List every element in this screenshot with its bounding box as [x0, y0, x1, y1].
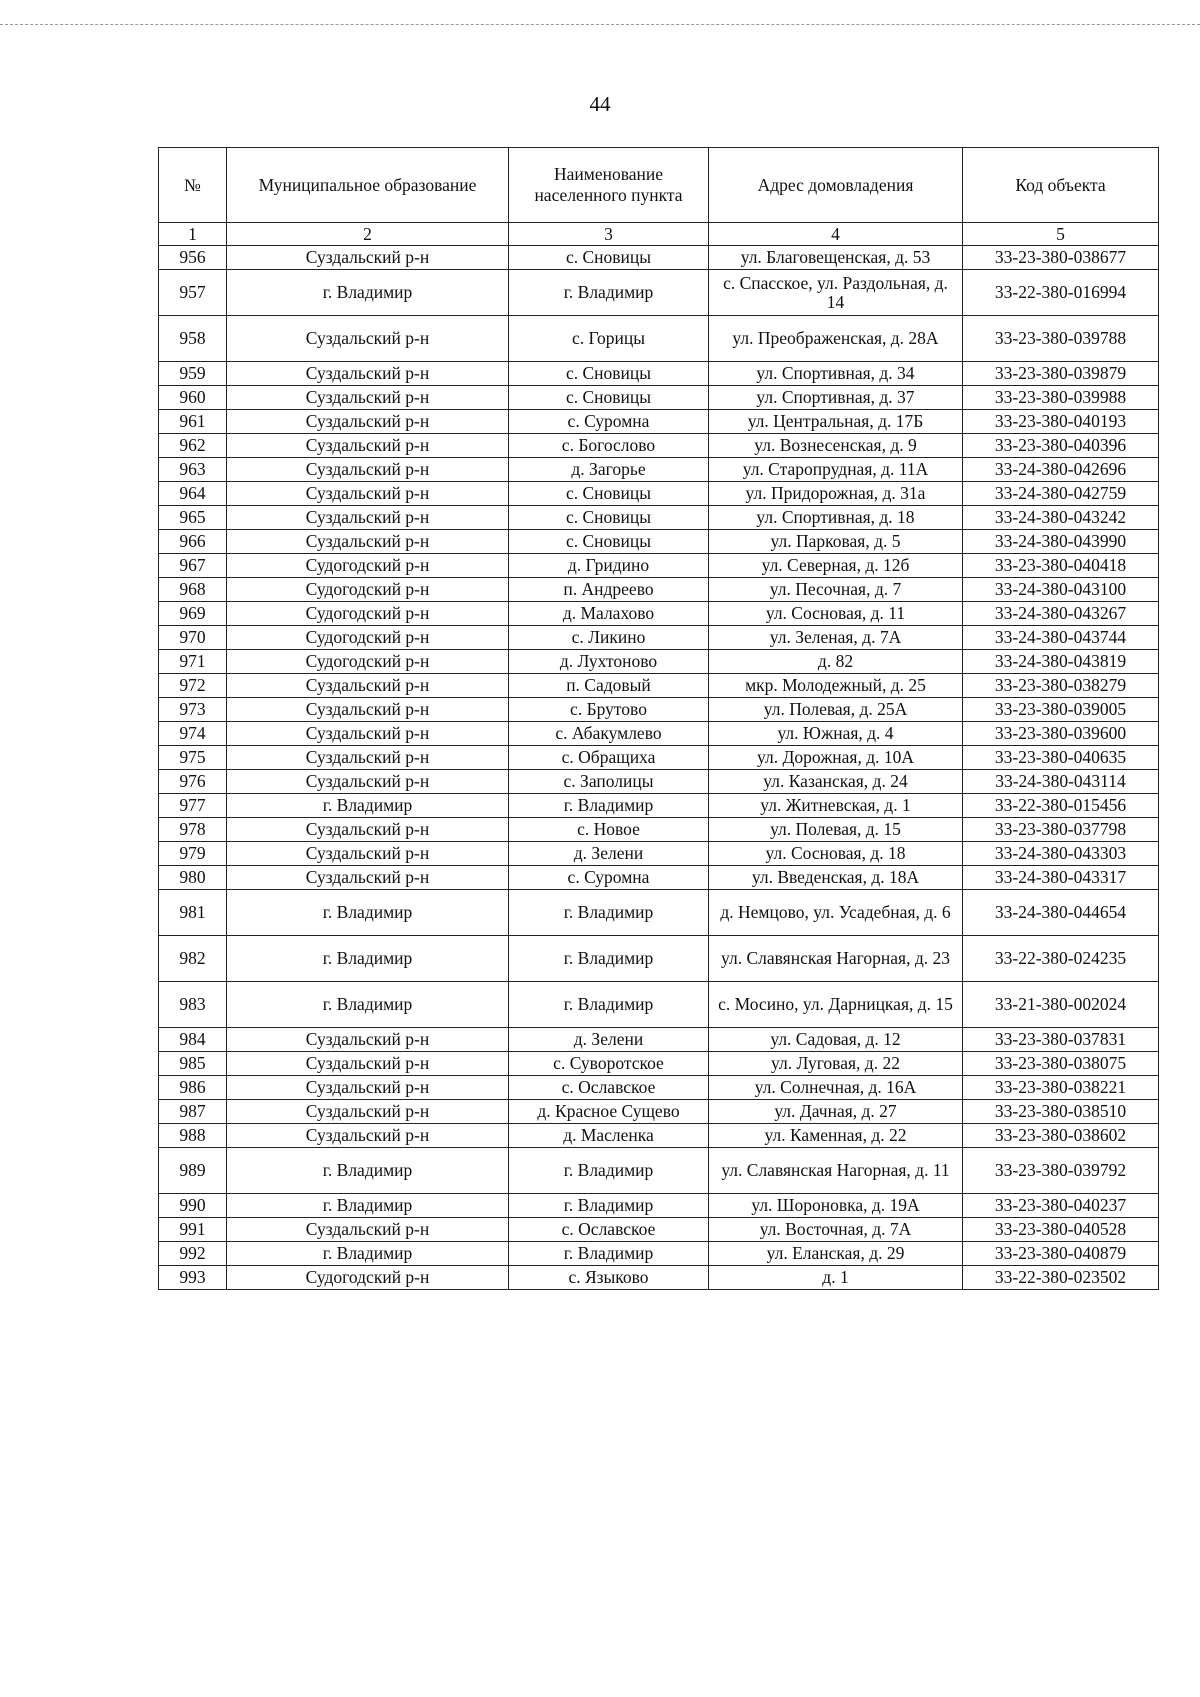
address-cell: с. Мосино, ул. Дарницкая, д. 15 [709, 982, 963, 1028]
settlement-cell: д. Загорье [509, 458, 709, 482]
municipality-cell: Суздальский р-н [227, 698, 509, 722]
municipality-cell: Суздальский р-н [227, 1028, 509, 1052]
municipality-cell: г. Владимир [227, 890, 509, 936]
object-code-cell: 33-22-380-015456 [963, 794, 1159, 818]
address-cell: ул. Зеленая, д. 7А [709, 626, 963, 650]
header-row [159, 148, 1159, 223]
address-cell: ул. Спортивная, д. 37 [709, 386, 963, 410]
address-cell: ул. Придорожная, д. 31а [709, 482, 963, 506]
municipality-cell: Суздальский р-н [227, 362, 509, 386]
settlement-cell: с. Сновицы [509, 530, 709, 554]
settlement-cell: с. Ославское [509, 1076, 709, 1100]
settlement-cell: г. Владимир [509, 982, 709, 1028]
row-number: 972 [159, 674, 227, 698]
row-number: 958 [159, 316, 227, 362]
row-number: 966 [159, 530, 227, 554]
row-number: 962 [159, 434, 227, 458]
table-row [159, 554, 1159, 578]
address-cell: мкр. Молодежный, д. 25 [709, 674, 963, 698]
municipality-cell: Судогодский р-н [227, 1266, 509, 1290]
row-number: 967 [159, 554, 227, 578]
settlement-cell: с. Сновицы [509, 362, 709, 386]
settlement-cell: с. Сновицы [509, 506, 709, 530]
row-number: 986 [159, 1076, 227, 1100]
address-cell: ул. Полевая, д. 25А [709, 698, 963, 722]
table-row [159, 458, 1159, 482]
settlement-cell: с. Заполицы [509, 770, 709, 794]
address-cell: ул. Сосновая, д. 11 [709, 602, 963, 626]
object-code-cell: 33-22-380-024235 [963, 936, 1159, 982]
page-number: 44 [589, 92, 611, 116]
table-row [159, 1266, 1159, 1290]
table-row [159, 650, 1159, 674]
address-cell: ул. Садовая, д. 12 [709, 1028, 963, 1052]
address-cell: с. Спасское, ул. Раздольная, д. 14 [709, 270, 963, 316]
address-cell: ул. Сосновая, д. 18 [709, 842, 963, 866]
header-settlement: Наименование населенного пункта [509, 148, 709, 223]
table-row [159, 1148, 1159, 1194]
header-number: № [159, 148, 227, 223]
row-number: 991 [159, 1218, 227, 1242]
object-code-cell: 33-23-380-039788 [963, 316, 1159, 362]
table-row [159, 1194, 1159, 1218]
settlement-cell: с. Обращиха [509, 746, 709, 770]
header-municipality: Муниципальное образование [227, 148, 509, 223]
table-row [159, 794, 1159, 818]
table-row [159, 818, 1159, 842]
settlement-cell: д. Красное Сущево [509, 1100, 709, 1124]
row-number: 985 [159, 1052, 227, 1076]
row-number: 989 [159, 1148, 227, 1194]
row-number: 969 [159, 602, 227, 626]
object-code-cell: 33-24-380-044654 [963, 890, 1159, 936]
row-number: 971 [159, 650, 227, 674]
address-cell: ул. Дорожная, д. 10А [709, 746, 963, 770]
address-cell: ул. Центральная, д. 17Б [709, 410, 963, 434]
row-number: 980 [159, 866, 227, 890]
settlement-cell: д. Зелени [509, 842, 709, 866]
municipality-cell: г. Владимир [227, 982, 509, 1028]
row-number: 964 [159, 482, 227, 506]
municipality-cell: Суздальский р-н [227, 1052, 509, 1076]
row-number: 988 [159, 1124, 227, 1148]
object-code-cell: 33-23-380-038602 [963, 1124, 1159, 1148]
settlement-cell: с. Богослово [509, 434, 709, 458]
table-row [159, 890, 1159, 936]
settlement-cell: с. Горицы [509, 316, 709, 362]
address-cell: ул. Солнечная, д. 16А [709, 1076, 963, 1100]
object-code-cell: 33-24-380-043303 [963, 842, 1159, 866]
row-number: 959 [159, 362, 227, 386]
address-cell: ул. Введенская, д. 18А [709, 866, 963, 890]
object-code-cell: 33-23-380-038075 [963, 1052, 1159, 1076]
municipality-cell: Суздальский р-н [227, 866, 509, 890]
address-cell: ул. Песочная, д. 7 [709, 578, 963, 602]
municipality-cell: Суздальский р-н [227, 410, 509, 434]
table-row [159, 270, 1159, 316]
address-cell: ул. Благовещенская, д. 53 [709, 246, 963, 270]
row-number: 983 [159, 982, 227, 1028]
address-cell: ул. Вознесенская, д. 9 [709, 434, 963, 458]
address-cell: ул. Славянская Нагорная, д. 11 [709, 1148, 963, 1194]
address-cell: ул. Старопрудная, д. 11А [709, 458, 963, 482]
municipality-cell: Суздальский р-н [227, 770, 509, 794]
object-code-cell: 33-23-380-040528 [963, 1218, 1159, 1242]
municipality-cell: Суздальский р-н [227, 530, 509, 554]
municipality-cell: г. Владимир [227, 936, 509, 982]
row-number: 990 [159, 1194, 227, 1218]
settlement-cell: с. Суворотское [509, 1052, 709, 1076]
row-number: 979 [159, 842, 227, 866]
municipality-cell: Суздальский р-н [227, 674, 509, 698]
address-cell: ул. Восточная, д. 7А [709, 1218, 963, 1242]
settlement-cell: г. Владимир [509, 1148, 709, 1194]
object-code-cell: 33-23-380-040193 [963, 410, 1159, 434]
table-row [159, 1028, 1159, 1052]
table-row [159, 506, 1159, 530]
municipality-cell: Суздальский р-н [227, 746, 509, 770]
table-row [159, 1076, 1159, 1100]
object-code-cell: 33-24-380-043114 [963, 770, 1159, 794]
object-code-cell: 33-23-380-040237 [963, 1194, 1159, 1218]
address-cell: ул. Спортивная, д. 18 [709, 506, 963, 530]
municipality-cell: Судогодский р-н [227, 578, 509, 602]
address-cell: ул. Преображенская, д. 28А [709, 316, 963, 362]
object-code-cell: 33-21-380-002024 [963, 982, 1159, 1028]
address-cell: д. 82 [709, 650, 963, 674]
column-number: 5 [963, 223, 1159, 246]
municipality-cell: г. Владимир [227, 1194, 509, 1218]
row-number: 973 [159, 698, 227, 722]
table-row [159, 530, 1159, 554]
row-number: 993 [159, 1266, 227, 1290]
table-row [159, 1218, 1159, 1242]
row-number: 984 [159, 1028, 227, 1052]
settlement-cell: д. Малахово [509, 602, 709, 626]
settlement-cell: с. Ликино [509, 626, 709, 650]
municipality-cell: Суздальский р-н [227, 1218, 509, 1242]
address-cell: ул. Полевая, д. 15 [709, 818, 963, 842]
object-code-cell: 33-23-380-038279 [963, 674, 1159, 698]
address-cell: ул. Парковая, д. 5 [709, 530, 963, 554]
address-cell: ул. Северная, д. 12б [709, 554, 963, 578]
settlement-cell: г. Владимир [509, 1242, 709, 1266]
settlement-cell: с. Ославское [509, 1218, 709, 1242]
settlement-cell: п. Андреево [509, 578, 709, 602]
municipality-cell: г. Владимир [227, 794, 509, 818]
municipality-cell: Суздальский р-н [227, 316, 509, 362]
row-number: 960 [159, 386, 227, 410]
address-cell: д. 1 [709, 1266, 963, 1290]
table-row [159, 1124, 1159, 1148]
object-code-cell: 33-24-380-042759 [963, 482, 1159, 506]
settlement-cell: д. Гридино [509, 554, 709, 578]
object-code-cell: 33-23-380-038510 [963, 1100, 1159, 1124]
row-number: 965 [159, 506, 227, 530]
settlement-cell: д. Масленка [509, 1124, 709, 1148]
municipality-cell: Суздальский р-н [227, 722, 509, 746]
table-row [159, 866, 1159, 890]
row-number: 977 [159, 794, 227, 818]
municipality-cell: г. Владимир [227, 1148, 509, 1194]
row-number: 974 [159, 722, 227, 746]
address-cell: ул. Казанская, д. 24 [709, 770, 963, 794]
object-code-cell: 33-24-380-043100 [963, 578, 1159, 602]
row-number: 981 [159, 890, 227, 936]
table-row [159, 698, 1159, 722]
settlement-cell: с. Суромна [509, 866, 709, 890]
settlement-cell: с. Суромна [509, 410, 709, 434]
settlement-cell: д. Зелени [509, 1028, 709, 1052]
address-cell: ул. Южная, д. 4 [709, 722, 963, 746]
property-registry-table [158, 147, 1159, 1290]
column-numbering-row [159, 223, 1159, 246]
table-row [159, 982, 1159, 1028]
object-code-cell: 33-23-380-038677 [963, 246, 1159, 270]
object-code-cell: 33-23-380-039005 [963, 698, 1159, 722]
column-number: 2 [227, 223, 509, 246]
municipality-cell: Суздальский р-н [227, 458, 509, 482]
municipality-cell: Суздальский р-н [227, 386, 509, 410]
settlement-cell: г. Владимир [509, 270, 709, 316]
municipality-cell: Суздальский р-н [227, 1100, 509, 1124]
row-number: 963 [159, 458, 227, 482]
settlement-cell: с. Сновицы [509, 246, 709, 270]
municipality-cell: Суздальский р-н [227, 434, 509, 458]
settlement-cell: с. Сновицы [509, 386, 709, 410]
settlement-cell: с. Новое [509, 818, 709, 842]
address-cell: ул. Луговая, д. 22 [709, 1052, 963, 1076]
table-row [159, 842, 1159, 866]
table-row [159, 410, 1159, 434]
row-number: 975 [159, 746, 227, 770]
settlement-cell: п. Садовый [509, 674, 709, 698]
row-number: 970 [159, 626, 227, 650]
object-code-cell: 33-23-380-038221 [963, 1076, 1159, 1100]
object-code-cell: 33-24-380-043317 [963, 866, 1159, 890]
table-row [159, 482, 1159, 506]
table-row [159, 578, 1159, 602]
municipality-cell: г. Владимир [227, 1242, 509, 1266]
object-code-cell: 33-23-380-037798 [963, 818, 1159, 842]
address-cell: ул. Славянская Нагорная, д. 23 [709, 936, 963, 982]
column-number: 3 [509, 223, 709, 246]
table-row [159, 602, 1159, 626]
settlement-cell: с. Сновицы [509, 482, 709, 506]
header-address: Адрес домовладения [709, 148, 963, 223]
object-code-cell: 33-24-380-043744 [963, 626, 1159, 650]
municipality-cell: Суздальский р-н [227, 482, 509, 506]
row-number: 961 [159, 410, 227, 434]
settlement-cell: г. Владимир [509, 936, 709, 982]
address-cell: ул. Еланская, д. 29 [709, 1242, 963, 1266]
table-row [159, 386, 1159, 410]
table-row [159, 936, 1159, 982]
row-number: 968 [159, 578, 227, 602]
table-row [159, 1052, 1159, 1076]
municipality-cell: Суздальский р-н [227, 842, 509, 866]
table-row [159, 1100, 1159, 1124]
settlement-cell: с. Брутово [509, 698, 709, 722]
settlement-cell: д. Лухтоново [509, 650, 709, 674]
table-row [159, 674, 1159, 698]
table-row [159, 1242, 1159, 1266]
address-cell: ул. Дачная, д. 27 [709, 1100, 963, 1124]
row-number: 982 [159, 936, 227, 982]
row-number: 987 [159, 1100, 227, 1124]
address-cell: ул. Спортивная, д. 34 [709, 362, 963, 386]
table-row [159, 626, 1159, 650]
row-number: 978 [159, 818, 227, 842]
object-code-cell: 33-24-380-043990 [963, 530, 1159, 554]
settlement-cell: с. Абакумлево [509, 722, 709, 746]
object-code-cell: 33-22-380-023502 [963, 1266, 1159, 1290]
municipality-cell: Суздальский р-н [227, 1076, 509, 1100]
row-number: 957 [159, 270, 227, 316]
table-row [159, 722, 1159, 746]
row-number: 976 [159, 770, 227, 794]
municipality-cell: Суздальский р-н [227, 506, 509, 530]
object-code-cell: 33-23-380-039792 [963, 1148, 1159, 1194]
municipality-cell: Суздальский р-н [227, 246, 509, 270]
row-number: 956 [159, 246, 227, 270]
scan-top-line [0, 24, 1200, 25]
settlement-cell: г. Владимир [509, 794, 709, 818]
municipality-cell: Судогодский р-н [227, 554, 509, 578]
address-cell: д. Немцово, ул. Усадебная, д. 6 [709, 890, 963, 936]
object-code-cell: 33-23-380-040879 [963, 1242, 1159, 1266]
table-row [159, 316, 1159, 362]
object-code-cell: 33-24-380-042696 [963, 458, 1159, 482]
table-row [159, 434, 1159, 458]
settlement-cell: г. Владимир [509, 890, 709, 936]
table-row [159, 770, 1159, 794]
object-code-cell: 33-22-380-016994 [963, 270, 1159, 316]
column-number: 1 [159, 223, 227, 246]
municipality-cell: г. Владимир [227, 270, 509, 316]
table-body [159, 246, 1159, 1290]
municipality-cell: Судогодский р-н [227, 650, 509, 674]
object-code-cell: 33-23-380-037831 [963, 1028, 1159, 1052]
municipality-cell: Судогодский р-н [227, 626, 509, 650]
table-row [159, 246, 1159, 270]
object-code-cell: 33-24-380-043267 [963, 602, 1159, 626]
object-code-cell: 33-23-380-039600 [963, 722, 1159, 746]
address-cell: ул. Житневская, д. 1 [709, 794, 963, 818]
municipality-cell: Суздальский р-н [227, 1124, 509, 1148]
object-code-cell: 33-23-380-040396 [963, 434, 1159, 458]
address-cell: ул. Шороновка, д. 19А [709, 1194, 963, 1218]
municipality-cell: Суздальский р-н [227, 818, 509, 842]
object-code-cell: 33-23-380-040418 [963, 554, 1159, 578]
object-code-cell: 33-23-380-039879 [963, 362, 1159, 386]
settlement-cell: г. Владимир [509, 1194, 709, 1218]
row-number: 992 [159, 1242, 227, 1266]
object-code-cell: 33-23-380-039988 [963, 386, 1159, 410]
address-cell: ул. Каменная, д. 22 [709, 1124, 963, 1148]
object-code-cell: 33-24-380-043819 [963, 650, 1159, 674]
header-object-code: Код объекта [963, 148, 1159, 223]
object-code-cell: 33-23-380-040635 [963, 746, 1159, 770]
object-code-cell: 33-24-380-043242 [963, 506, 1159, 530]
settlement-cell: с. Языково [509, 1266, 709, 1290]
municipality-cell: Судогодский р-н [227, 602, 509, 626]
table-row [159, 746, 1159, 770]
table-row [159, 362, 1159, 386]
column-number: 4 [709, 223, 963, 246]
